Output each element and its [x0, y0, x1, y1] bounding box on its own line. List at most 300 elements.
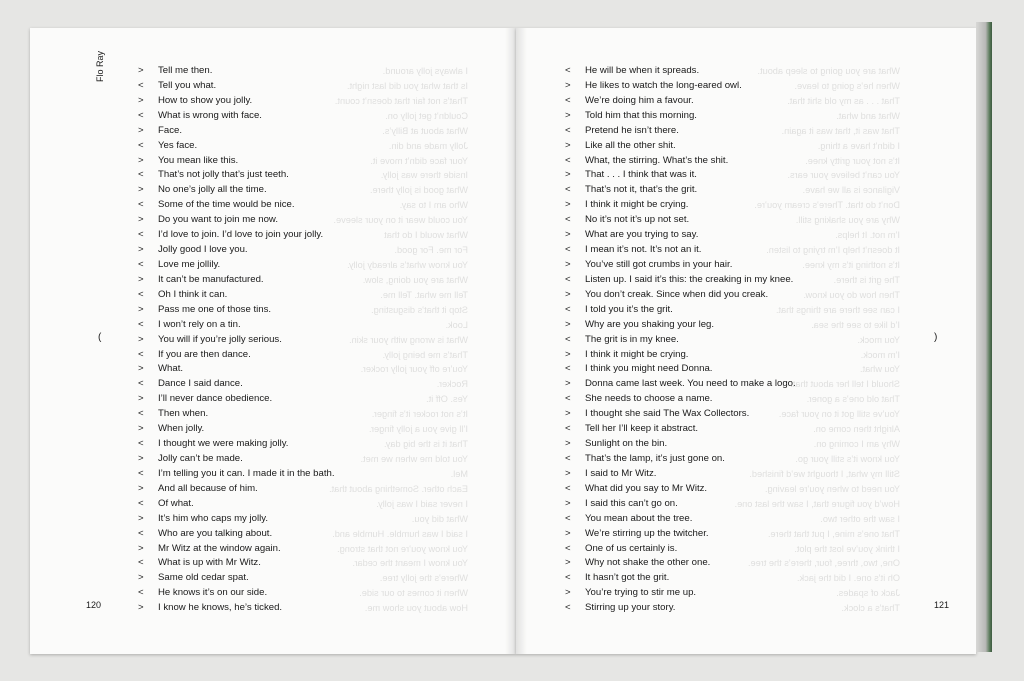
- dialogue-line: [138, 392, 335, 407]
- speaker-marker: >: [565, 467, 571, 479]
- line-text: Stirring up your story.: [585, 602, 676, 614]
- line-text: Of what.: [158, 497, 194, 509]
- show-through-line: That old one’s a goner.: [806, 394, 900, 405]
- speaker-marker: <: [138, 408, 144, 420]
- dialogue-line: [565, 452, 796, 467]
- line-text: No it’s not it’s up not set.: [585, 214, 690, 226]
- speaker-marker: >: [138, 452, 144, 464]
- margin-mark-left: (: [98, 332, 102, 343]
- speaker-marker: >: [565, 318, 571, 330]
- line-text: I won’t rely on a tin.: [158, 318, 241, 330]
- line-text: I’d love to join. I’d love to join your jolly.: [158, 229, 324, 241]
- line-text: Tell her I’ll keep it abstract.: [585, 423, 699, 435]
- speaker-marker: >: [138, 572, 144, 584]
- dialogue-line: [138, 437, 335, 452]
- show-through-line: That’s me being jolly.: [382, 349, 468, 360]
- dialogue-line: [565, 586, 796, 601]
- speaker-marker: <: [565, 512, 571, 524]
- dialogue-line: [138, 318, 335, 333]
- show-through-line: Still my what, I thought we’d finished.: [749, 468, 900, 479]
- line-text: Told him that this morning.: [585, 109, 697, 121]
- show-through-line: You need to when you’re leaving.: [764, 483, 900, 494]
- speaker-marker: <: [565, 482, 571, 494]
- show-through-line: Yes. Off it.: [426, 394, 468, 405]
- line-text: Donna came last week. You need to make a logo.: [585, 378, 796, 390]
- speaker-marker: >: [138, 124, 144, 136]
- dialogue-line: [565, 497, 796, 512]
- speaker-marker: <: [565, 602, 571, 614]
- dialogue-line: [565, 542, 796, 557]
- line-text: Love me jollily.: [158, 258, 221, 270]
- dialogue-line: [138, 183, 335, 198]
- speaker-marker: <: [565, 244, 571, 256]
- show-through-line: Mel.: [450, 468, 468, 479]
- dialogue-line: [138, 452, 335, 467]
- speaker-marker: <: [565, 393, 571, 405]
- line-text: I thought we were making jolly.: [158, 438, 289, 450]
- line-text: I’ll never dance obedience.: [158, 393, 273, 405]
- dialogue-line: [138, 288, 335, 303]
- line-text: Why are you shaking your leg.: [585, 318, 715, 330]
- line-text: You mean like this.: [158, 154, 239, 166]
- show-through-line: You mock.: [857, 334, 900, 345]
- speaker-marker: <: [565, 542, 571, 554]
- dialogue-line: [138, 94, 335, 109]
- line-text: Oh I think it can.: [158, 288, 228, 300]
- line-text: What did you say to Mr Witz.: [585, 482, 708, 494]
- dialogue-line: [138, 542, 335, 557]
- show-through-line: Then how do you know.: [803, 289, 900, 300]
- show-through-line: You could wear it on your sleeve.: [333, 215, 468, 226]
- show-through-line: Why are you shaking still.: [795, 215, 900, 226]
- dialogue-line: [138, 377, 335, 392]
- line-text: What are you trying to say.: [585, 229, 699, 241]
- show-through-line: I can see there are things that.: [775, 304, 900, 315]
- speaker-marker: <: [565, 273, 571, 285]
- speaker-marker: >: [565, 288, 571, 300]
- line-text: Sunlight on the bin.: [585, 438, 668, 450]
- speaker-marker: <: [565, 363, 571, 375]
- show-through-line: Rocker.: [436, 379, 468, 390]
- show-through-line: Why am I coming on.: [813, 439, 900, 450]
- speaker-marker: <: [138, 318, 144, 330]
- dialogue-line: [138, 109, 335, 124]
- show-through-line: You know what’s already jolly.: [347, 259, 468, 270]
- speaker-marker: >: [138, 423, 144, 435]
- show-through-line: Don’t do that. There’s cream you’re.: [754, 200, 900, 211]
- dialogue-line: [565, 258, 796, 273]
- dialogue-line: [565, 303, 796, 318]
- dialogue-line: [138, 273, 335, 288]
- page-edges: [976, 22, 992, 652]
- line-text: Face.: [158, 124, 182, 136]
- dialogue-line: [138, 467, 335, 482]
- line-text: Yes face.: [158, 139, 198, 151]
- dialogue-line: [138, 497, 335, 512]
- dialogue-line: [565, 288, 796, 303]
- speaker-marker: >: [565, 497, 571, 509]
- line-text: It hasn’t got the grit.: [585, 572, 670, 584]
- speaker-marker: <: [138, 497, 144, 509]
- speaker-marker: <: [565, 124, 571, 136]
- speaker-marker: <: [565, 423, 571, 435]
- page-number-left: 120: [86, 600, 102, 610]
- show-through-line: I didn’t have a thing.: [817, 140, 900, 151]
- speaker-marker: >: [565, 587, 571, 599]
- show-through-line: What would I do that: [384, 230, 468, 241]
- speaker-marker: <: [565, 303, 571, 315]
- show-through-line: Where’s the jolly tree.: [379, 573, 468, 584]
- speaker-marker: >: [565, 527, 571, 539]
- show-through-line: The grit is there.: [833, 274, 900, 285]
- speaker-marker: >: [138, 65, 144, 76]
- show-through-line: You’ve still got it on your face.: [778, 409, 900, 420]
- dialogue-line: [565, 198, 796, 213]
- dialogue-line: [565, 512, 796, 527]
- show-through-line: It’s not your gritty knee.: [805, 155, 900, 166]
- show-through-line: Is that what you did last night.: [346, 80, 468, 91]
- dialogue-line: [138, 154, 335, 169]
- dialogue-line: [565, 168, 796, 183]
- line-text: You’re trying to stir me up.: [585, 587, 697, 599]
- line-text: Pretend he isn’t there.: [585, 124, 679, 136]
- dialogue-line: [138, 512, 335, 527]
- dialogue-line: [138, 571, 335, 586]
- show-through-line: Tell me what. Tell me.: [380, 289, 468, 300]
- dialogue-line: [565, 213, 796, 228]
- line-text: The grit is in my knee.: [585, 333, 679, 345]
- line-text: One of us certainly is.: [585, 542, 678, 554]
- dialogue-line: [138, 198, 335, 213]
- speaker-marker: <: [565, 94, 571, 106]
- dialogue-line: [138, 527, 335, 542]
- line-text: I told you it’s the grit.: [585, 303, 673, 315]
- show-through-line: You know it’s still your go.: [795, 453, 900, 464]
- speaker-marker: <: [565, 572, 571, 584]
- dialogue-line: [138, 556, 335, 571]
- speaker-marker: <: [138, 199, 144, 211]
- show-through-line: When he’s going to leave.: [794, 80, 900, 91]
- line-text: We’re doing him a favour.: [585, 94, 694, 106]
- dialogue-line: [138, 213, 335, 228]
- line-text: Listen up. I said it’s this: the creaking in my knee.: [585, 273, 794, 285]
- line-text: Like all the other shit.: [585, 139, 676, 151]
- speaker-marker: <: [138, 169, 144, 181]
- dialogue-line: [565, 124, 796, 139]
- line-text: He knows it’s on our side.: [158, 587, 268, 599]
- dialogue-line: [138, 124, 335, 139]
- show-through-line: I’m mock.: [860, 349, 900, 360]
- show-through-line: What is wrong with your skin.: [349, 334, 468, 345]
- dialogue-line: [138, 303, 335, 318]
- line-text: What.: [158, 363, 184, 375]
- line-text: You mean about the tree.: [585, 512, 693, 524]
- dialogue-line: [565, 183, 796, 198]
- show-through-line: Inside there was jolly.: [380, 170, 468, 181]
- speaker-marker: >: [138, 244, 144, 256]
- line-text: What is up with Mr Witz.: [158, 557, 261, 569]
- speaker-marker: <: [565, 154, 571, 166]
- show-through-line: You told me when we met.: [360, 453, 468, 464]
- line-text: No one’s jolly all the time.: [158, 184, 267, 196]
- show-through-line: I saw the other two.: [820, 513, 900, 524]
- show-through-line: That one’s mine, I put that there.: [767, 528, 900, 539]
- speaker-marker: <: [138, 288, 144, 300]
- line-text: I thought she said The Wax Collectors.: [585, 408, 750, 420]
- show-through-line: Alright then come on.: [813, 424, 900, 435]
- line-text: Mr Witz at the window again.: [158, 542, 281, 554]
- show-through-line: It doesn’t help I’m trying to listen.: [766, 245, 900, 256]
- line-text: Jolly can’t be made.: [158, 452, 243, 464]
- line-text: Jolly good I love you.: [158, 244, 248, 256]
- dialogue-right: [565, 64, 796, 616]
- show-through-line: Oh it’s one. I did the jack.: [797, 573, 900, 584]
- show-through-line: I’m not. It helps.: [835, 230, 900, 241]
- line-text: I know he knows, he’s ticked.: [158, 602, 283, 614]
- line-text: What is wrong with face.: [158, 109, 262, 121]
- speaker-marker: <: [138, 587, 144, 599]
- speaker-marker: >: [138, 333, 144, 345]
- speaker-marker: <: [138, 378, 144, 390]
- running-head: Flo Ray: [95, 50, 105, 82]
- show-through-line: It’s not rocker it’s finger.: [371, 409, 468, 420]
- show-through-line: What good is jolly there.: [369, 185, 468, 196]
- book-gutter: [505, 28, 527, 654]
- speaker-marker: >: [138, 542, 144, 554]
- dialogue-line: [565, 601, 796, 616]
- dialogue-line: [138, 348, 335, 363]
- line-text: Tell me then.: [158, 65, 213, 76]
- speaker-marker: >: [138, 273, 144, 285]
- line-text: I said this can’t go on.: [585, 497, 678, 509]
- speaker-marker: >: [138, 482, 144, 494]
- line-text: I think it might be crying.: [585, 348, 689, 360]
- dialogue-line: [565, 243, 796, 258]
- line-text: You don’t creak. Since when did you creak.: [585, 288, 769, 300]
- line-text: I think you might need Donna.: [585, 363, 713, 375]
- line-text: What, the stirring. What’s the shit.: [585, 154, 729, 166]
- speaker-marker: >: [565, 378, 571, 390]
- line-text: Same old cedar spat.: [158, 572, 249, 584]
- line-text: You’ve still got crumbs in your hair.: [585, 258, 733, 270]
- show-through-line: It’s nothing it’s my knee.: [802, 259, 900, 270]
- speaker-marker: <: [565, 452, 571, 464]
- dialogue-line: [565, 94, 796, 109]
- line-text: You will if you’re jolly serious.: [158, 333, 282, 345]
- dialogue-line: [565, 318, 796, 333]
- speaker-marker: <: [565, 333, 571, 345]
- speaker-marker: <: [565, 214, 571, 226]
- speaker-marker: <: [138, 229, 144, 241]
- dialogue-line: [565, 64, 796, 79]
- dialogue-line: [138, 333, 335, 348]
- line-text: I’m telling you it can. I made it in the bath.: [158, 467, 335, 479]
- speaker-marker: >: [138, 512, 144, 524]
- show-through-line: You know you’re not that strong.: [337, 543, 468, 554]
- speaker-marker: >: [565, 258, 571, 270]
- dialogue-line: [565, 377, 796, 392]
- speaker-marker: >: [565, 229, 571, 241]
- show-through-line: That’s a clock.: [841, 603, 900, 614]
- show-through-line: That was it, that was it again.: [781, 125, 900, 136]
- dialogue-line: [565, 79, 796, 94]
- dialogue-line: [138, 407, 335, 422]
- dialogue-left: [138, 64, 335, 616]
- show-through-line: You know I meant the cedar.: [352, 558, 468, 569]
- speaker-marker: >: [138, 303, 144, 315]
- show-through-line: I’d like to see the sea.: [811, 319, 900, 330]
- line-text: Dance I said dance.: [158, 378, 243, 390]
- dialogue-line: [138, 243, 335, 258]
- speaker-marker: >: [565, 109, 571, 121]
- show-through-line: How about you show me.: [364, 603, 468, 614]
- speaker-marker: <: [138, 109, 144, 121]
- line-text: That’s not jolly that’s just teeth.: [158, 169, 289, 181]
- speaker-marker: <: [138, 557, 144, 569]
- line-text: How to show you jolly.: [158, 94, 253, 106]
- show-through-line: What are you going to sleep about.: [757, 66, 900, 76]
- show-through-line: That’s not fair that doesn’t count.: [334, 95, 468, 106]
- line-text: He likes to watch the long-eared owl.: [585, 79, 742, 91]
- dialogue-line: [565, 109, 796, 124]
- speaker-marker: >: [565, 557, 571, 569]
- show-through-line: I never said I was jolly.: [376, 498, 468, 509]
- speaker-marker: >: [565, 408, 571, 420]
- show-through-line: When it comes to our side.: [359, 588, 468, 599]
- speaker-marker: >: [138, 214, 144, 226]
- dialogue-line: [138, 228, 335, 243]
- line-text: Who are you talking about.: [158, 527, 273, 539]
- dialogue-line: [138, 168, 335, 183]
- dialogue-line: [565, 348, 796, 363]
- speaker-marker: >: [138, 184, 144, 196]
- speaker-marker: >: [565, 438, 571, 450]
- margin-mark-right: ): [934, 332, 938, 343]
- speaker-marker: <: [565, 184, 571, 196]
- dialogue-line: [138, 362, 335, 377]
- speaker-marker: <: [138, 79, 144, 91]
- dialogue-line: [565, 273, 796, 288]
- speaker-marker: <: [138, 527, 144, 539]
- dialogue-line: [138, 79, 335, 94]
- speaker-marker: >: [138, 94, 144, 106]
- dialogue-line: [565, 422, 796, 437]
- dialogue-line: [138, 139, 335, 154]
- show-through-line: I think you’ve lost the plot.: [794, 543, 900, 554]
- speaker-marker: >: [565, 139, 571, 151]
- show-through-line: Couldn’t get jolly on.: [385, 110, 468, 121]
- show-through-line: I’ll give you a jolly finger.: [368, 424, 468, 435]
- show-through-text-left: [318, 64, 468, 616]
- dialogue-line: [565, 392, 796, 407]
- show-through-line: What did you.: [411, 513, 468, 524]
- line-text: She needs to choose a name.: [585, 393, 713, 405]
- dialogue-line: [565, 437, 796, 452]
- line-text: I mean it’s not. It’s not an it.: [585, 244, 702, 256]
- speaker-marker: >: [138, 393, 144, 405]
- show-through-line: Stop it that’s disgusting.: [371, 304, 468, 315]
- show-through-line: You’re off your jolly rocker.: [360, 364, 468, 375]
- line-text: When jolly.: [158, 423, 205, 435]
- line-text: It can’t be manufactured.: [158, 273, 264, 285]
- dialogue-line: [138, 258, 335, 273]
- dialogue-line: [138, 482, 335, 497]
- dialogue-line: [565, 228, 796, 243]
- line-text: Do you want to join me now.: [158, 214, 278, 226]
- show-through-line: Should I tell her about that.: [790, 379, 900, 390]
- dialogue-line: [565, 362, 796, 377]
- line-text: Some of the time would be nice.: [158, 199, 295, 211]
- speaker-marker: >: [138, 154, 144, 166]
- show-through-line: I always jolly around.: [382, 66, 468, 76]
- line-text: Then when.: [158, 408, 209, 420]
- line-text: That’s not it, that’s the grit.: [585, 184, 698, 196]
- speaker-marker: <: [138, 258, 144, 270]
- dialogue-line: [565, 467, 796, 482]
- dialogue-line: [138, 64, 335, 79]
- dialogue-line: [138, 586, 335, 601]
- show-through-line: That it is the big day.: [383, 439, 468, 450]
- show-through-line: Jolly made and din.: [388, 140, 468, 151]
- dialogue-line: [138, 422, 335, 437]
- dialogue-line: [565, 407, 796, 422]
- dialogue-line: [565, 527, 796, 542]
- speaker-marker: <: [138, 139, 144, 151]
- show-through-line: What and what.: [836, 110, 900, 121]
- line-text: Why not shake the other one.: [585, 557, 711, 569]
- speaker-marker: >: [565, 79, 571, 91]
- page-number-right: 121: [934, 600, 950, 610]
- show-through-line: Your face didn’t move it.: [370, 155, 468, 166]
- dialogue-line: [138, 601, 335, 616]
- show-through-line: Who am I to say.: [399, 200, 468, 211]
- speaker-marker: >: [565, 348, 571, 360]
- dialogue-line: [565, 333, 796, 348]
- dialogue-line: [565, 482, 796, 497]
- show-through-line: What are you doing, slow.: [362, 274, 468, 285]
- speaker-marker: >: [565, 199, 571, 211]
- line-text: Pass me one of those tins.: [158, 303, 272, 315]
- show-through-line: Each other. Something about that.: [329, 483, 468, 494]
- speaker-marker: >: [138, 363, 144, 375]
- show-through-line: For me. For good.: [394, 245, 468, 256]
- line-text: I said to Mr Witz.: [585, 467, 657, 479]
- show-through-line: Jack of spades.: [836, 588, 900, 599]
- show-through-line: Look.: [445, 319, 468, 330]
- show-through-line: I said I was humble. Humble and.: [332, 528, 468, 539]
- speaker-marker: <: [138, 438, 144, 450]
- show-through-line: One, two, three, four, there’s the tree.: [747, 558, 900, 569]
- show-through-line: What about at Billy’s.: [382, 125, 468, 136]
- line-text: I think it might be crying.: [585, 199, 689, 211]
- line-text: And all because of him.: [158, 482, 258, 494]
- line-text: He will be when it spreads.: [585, 65, 700, 76]
- line-text: If you are then dance.: [158, 348, 251, 360]
- line-text: It’s him who caps my jolly.: [158, 512, 269, 524]
- speaker-marker: <: [138, 348, 144, 360]
- dialogue-line: [565, 154, 796, 169]
- show-through-line: Vigilance is all we have.: [802, 185, 900, 196]
- show-through-line: You what.: [859, 364, 900, 375]
- line-text: That’s the lamp, it’s just gone on.: [585, 452, 725, 464]
- speaker-marker: <: [138, 467, 144, 479]
- line-text: Tell you what.: [158, 79, 217, 91]
- dialogue-line: [565, 556, 796, 571]
- speaker-marker: <: [565, 65, 571, 76]
- dialogue-line: [565, 139, 796, 154]
- show-through-line: How’d you figure that, I saw the last one.: [734, 498, 900, 509]
- speaker-marker: >: [138, 602, 144, 614]
